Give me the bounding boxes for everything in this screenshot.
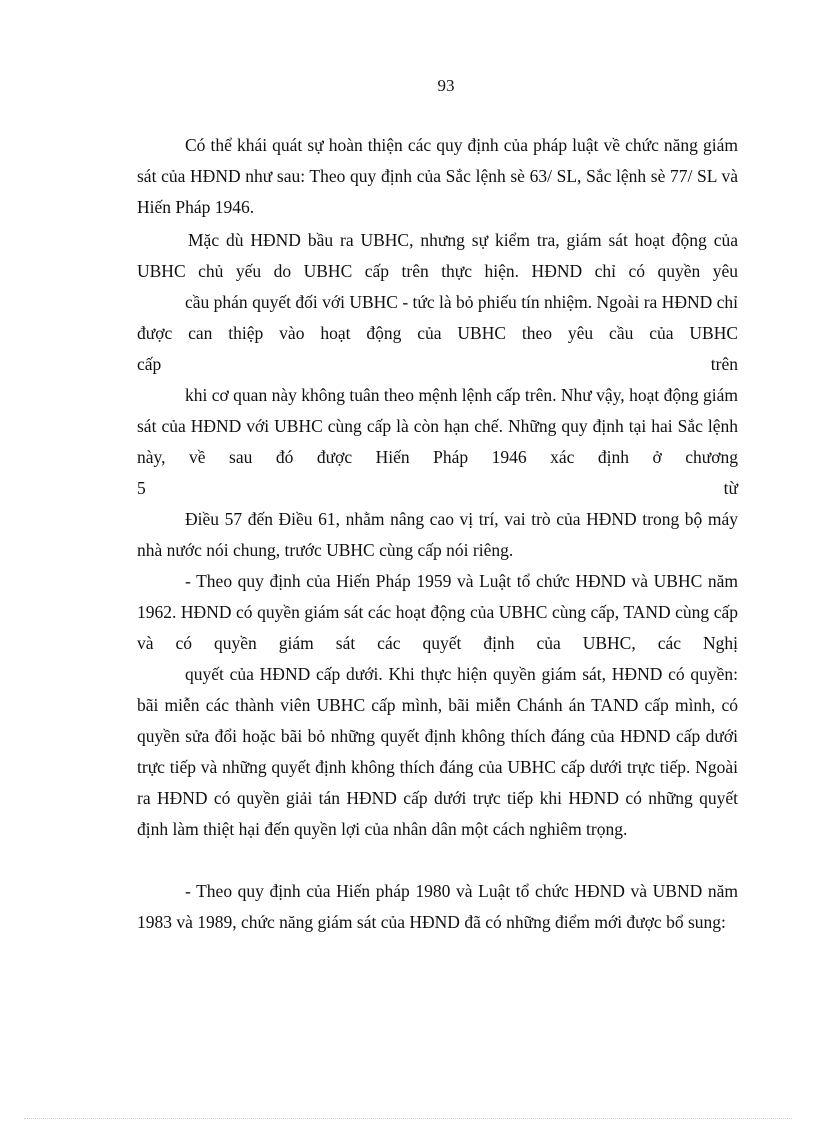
paragraph-ubhc-part-b	[137, 287, 738, 380]
paragraph-intro-text: Có thể khái quát sự hoàn thiện các quy định của pháp luật về chức năng giám sát của HĐND như sau: Theo quy định của Sắc lệnh sè 63/ SL, Sắc lệnh sè 77/ SL và Hiến Pháp 1946.	[137, 135, 738, 217]
paragraph-ubhc-part-a	[137, 225, 738, 287]
page-number: 93	[437, 76, 455, 95]
split-word-right: trên	[710, 354, 738, 374]
paragraph-1959-part-b	[137, 659, 738, 845]
split-line-5-tu	[137, 473, 738, 504]
paragraph-ubhc-text-c: khi cơ quan này không tuân theo mệnh lệnh cấp trên. Như vậy, hoạt động giám sát của HĐND với UBHC cùng cấp là còn hạn chế. Những quy định tại hai Sắc lệnh này, về sau đó được Hiến Pháp 1946 xác định ở chương	[137, 385, 738, 467]
paragraph-1959-text-a: - Theo quy định của Hiến Pháp 1959 và Luật tổ chức HĐND và UBHC năm 1962. HĐND có quyền giám sát các hoạt động của UBHC cùng cấp, TAND cùng cấp và có quyền giám sát các quyết định của UBHC, các Nghị	[137, 571, 738, 653]
split-line-cap-tren	[137, 349, 738, 380]
paragraph-ubhc-text-b: cầu phán quyết đối với UBHC - tức là bỏ phiếu tín nhiệm. Ngoài ra HĐND chỉ được can thiệp vào hoạt động của UBHC theo yêu cầu của UBHC	[137, 292, 738, 343]
split-word-left: cấp	[137, 354, 162, 374]
split-word-right: từ	[723, 478, 738, 498]
paragraph-1980	[137, 876, 738, 938]
paragraph-intro	[137, 130, 738, 223]
paragraph-ubhc-part-d	[137, 504, 738, 566]
paragraph-ubhc-part-c	[137, 380, 738, 504]
paragraph-ubhc-text-a: Mặc dù HĐND bầu ra UBHC, nhưng sự kiểm tra, giám sát hoạt động của UBHC chủ yếu do UBHC cấp trên thực hiện. HĐND chỉ có quyền yêu	[137, 230, 738, 281]
paragraph-ubhc-text-d: Điều 57 đến Điều 61, nhằm nâng cao vị trí, vai trò của HĐND trong bộ máy nhà nước nói chung, trước UBHC cùng cấp nói riêng.	[137, 509, 738, 560]
paragraph-1959-part-a	[137, 566, 738, 659]
paragraph-1980-text: - Theo quy định của Hiến pháp 1980 và Luật tổ chức HĐND và UBND năm 1983 và 1989, chức năng giám sát của HĐND đã có những điểm mới được bổ sung:	[137, 881, 738, 932]
split-word-left: 5	[137, 478, 146, 498]
footer-dotted-rule	[24, 1118, 792, 1119]
paragraph-1959-text-b: quyết của HĐND cấp dưới. Khi thực hiện quyền giám sát, HĐND có quyền: bãi miễn các thành viên UBHC cấp mình, bãi miễn Chánh án TAND cấp mình, có quyền sửa đổi hoặc bãi bỏ những quyết định không thích đáng của HĐND cấp dưới trực tiếp và những quyết định không thích đáng của UBHC cấp dưới trực tiếp. Ngoài ra HĐND có quyền giải tán HĐND cấp dưới trực tiếp khi HĐND có những quyết định làm thiệt hại đến quyền lợi của nhân dân một cách nghiêm trọng.	[137, 664, 738, 839]
